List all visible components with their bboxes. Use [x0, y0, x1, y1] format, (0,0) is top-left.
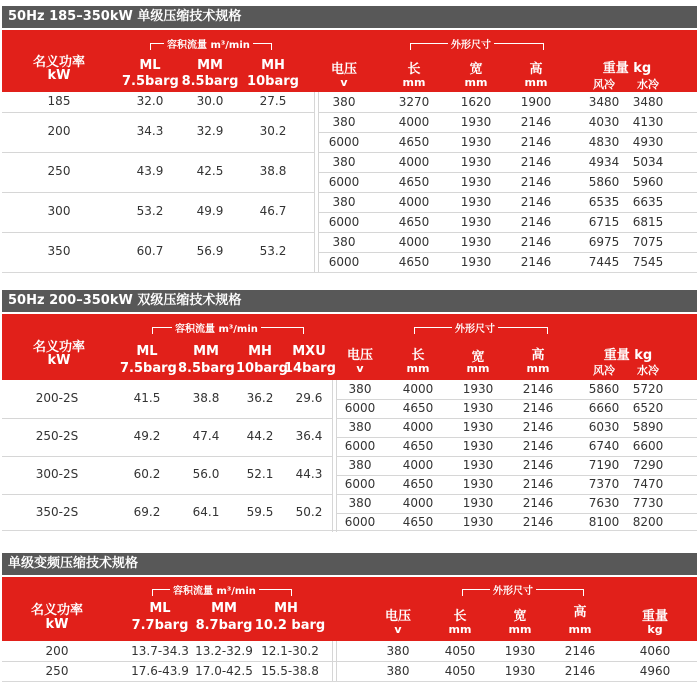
- cell-h: 2146: [520, 215, 552, 229]
- header-power: 名义功率: [30, 603, 83, 618]
- header-flow-group: 容积流量 m³/min: [172, 320, 261, 335]
- cell-water: 5890: [632, 420, 664, 434]
- cell-h: 2146: [520, 175, 552, 189]
- cell-ml: 13.7-34.3: [131, 644, 189, 658]
- column-divider: [332, 380, 333, 532]
- header-mxu-unit: 14barg: [284, 361, 336, 376]
- header-length: 长: [407, 62, 421, 77]
- cell-l: 4000: [398, 235, 430, 249]
- flow-mh-cell: 52.1: [246, 467, 274, 481]
- header-width: 宽: [469, 62, 483, 77]
- header-water-cooled: 水冷: [637, 364, 659, 377]
- header-dim-group: 外形尺寸: [452, 320, 498, 335]
- header-mh: MH: [274, 601, 298, 616]
- cell-kw: 200: [45, 644, 69, 658]
- cell-l: 4000: [402, 458, 434, 472]
- column-divider: [332, 641, 333, 681]
- header-height-unit: mm: [524, 76, 548, 89]
- cell-h: 2146: [520, 155, 552, 169]
- header-length-unit: mm: [406, 362, 430, 375]
- header-mm-unit: 8.7barg: [195, 618, 253, 633]
- power-cell: 300-2S: [35, 467, 79, 481]
- cell-air: 6030: [588, 420, 620, 434]
- header-power-unit: kW: [47, 353, 71, 368]
- cell-water: 6520: [632, 401, 664, 415]
- cell-water: 5720: [632, 382, 664, 396]
- group-divider: [2, 456, 332, 457]
- cell-h: 2146: [520, 235, 552, 249]
- flow-ml-cell: 60.7: [136, 244, 164, 258]
- header-power: 名义功率: [32, 340, 85, 355]
- cell-water: 7545: [632, 255, 664, 269]
- power-cell: 250: [47, 164, 71, 178]
- power-cell: 185: [47, 94, 71, 108]
- cell-l: 4000: [398, 195, 430, 209]
- header-dim-group: 外形尺寸: [490, 582, 536, 597]
- header-weight-unit: kg: [647, 623, 663, 636]
- cell-mh: 12.1-30.2: [261, 644, 319, 658]
- cell-air: 7190: [588, 458, 620, 472]
- row-divider: [336, 494, 697, 495]
- cell-air: 6535: [588, 195, 620, 209]
- column-divider: [336, 380, 337, 532]
- header-mh-unit: 10.2 barg: [254, 618, 326, 633]
- flow-ml-cell: 49.2: [133, 429, 161, 443]
- cell-v: 6000: [344, 439, 376, 453]
- cell-air: 7445: [588, 255, 620, 269]
- header-ml-unit: 7.5barg: [120, 361, 177, 376]
- column-divider: [336, 641, 337, 681]
- flow-ml-cell: 43.9: [136, 164, 164, 178]
- header-mh-unit: 10barg: [247, 74, 299, 89]
- header-power-unit: kW: [45, 617, 69, 632]
- header-width: 宽: [471, 350, 485, 365]
- flow-ml-cell: 53.2: [136, 204, 164, 218]
- flow-mm-cell: 32.9: [196, 124, 224, 138]
- header-height-unit: mm: [526, 362, 550, 375]
- cell-mm: 17.0-42.5: [195, 664, 253, 678]
- cell-v: 380: [348, 458, 372, 472]
- header-width-unit: mm: [464, 76, 488, 89]
- cell-air: 4934: [588, 155, 620, 169]
- column-divider: [318, 92, 319, 272]
- header-power: 名义功率: [32, 55, 85, 70]
- header-width-unit: mm: [508, 623, 532, 636]
- header-voltage: 电压: [346, 348, 373, 363]
- cell-w: 1930: [462, 439, 494, 453]
- row-divider: [318, 132, 697, 133]
- cell-v: 380: [348, 420, 372, 434]
- header-width-unit: mm: [466, 362, 490, 375]
- header-dim-group: 外形尺寸: [448, 36, 494, 51]
- cell-w: 1930: [460, 235, 492, 249]
- cell-h: 2146: [522, 496, 554, 510]
- cell-v: 6000: [328, 255, 360, 269]
- cell-l: 4650: [402, 515, 434, 529]
- cell-l: 4650: [398, 255, 430, 269]
- cell-weight: 4060: [639, 644, 671, 658]
- cell-w: 1930: [460, 115, 492, 129]
- column-divider: [314, 92, 315, 272]
- table-body: [2, 641, 697, 682]
- cell-h: 2146: [520, 255, 552, 269]
- flow-mm-cell: 56.0: [192, 467, 220, 481]
- header-mh: MH: [248, 344, 272, 359]
- header-mh-unit: 10barg: [236, 361, 288, 376]
- cell-l: 4000: [398, 115, 430, 129]
- header-ml: ML: [139, 58, 161, 73]
- cell-air: 5860: [588, 382, 620, 396]
- header-weight: 重量 kg: [602, 61, 652, 76]
- header-height: 高: [529, 62, 543, 77]
- cell-air: 7630: [588, 496, 620, 510]
- header-ml: ML: [149, 601, 171, 616]
- flow-ml-cell: 69.2: [133, 505, 161, 519]
- header-length-unit: mm: [402, 76, 426, 89]
- table-header: [2, 30, 697, 92]
- cell-weight: 4960: [639, 664, 671, 678]
- header-height-unit: mm: [568, 623, 592, 636]
- cell-w: 1930: [462, 496, 494, 510]
- header-mm-unit: 8.5barg: [178, 361, 235, 376]
- cell-v: 380: [332, 235, 356, 249]
- cell-water: 7470: [632, 477, 664, 491]
- cell-w: 1930: [462, 458, 494, 472]
- row-divider: [336, 418, 697, 419]
- cell-l: 4000: [398, 155, 430, 169]
- cell-h: 2146: [522, 477, 554, 491]
- cell-l: 4650: [398, 215, 430, 229]
- cell-air: 7370: [588, 477, 620, 491]
- header-weight: 重量 kg: [603, 348, 653, 363]
- flow-mxu-cell: 36.4: [295, 429, 323, 443]
- cell-w: 1930: [462, 477, 494, 491]
- cell-h: 1900: [520, 95, 552, 109]
- power-cell: 350-2S: [35, 505, 79, 519]
- cell-v: 380: [386, 664, 410, 678]
- group-divider: [2, 192, 314, 193]
- header-voltage-unit: v: [394, 623, 402, 636]
- cell-air: 3480: [588, 95, 620, 109]
- cell-h: 2146: [520, 135, 552, 149]
- flow-mxu-cell: 50.2: [295, 505, 323, 519]
- header-length: 长: [453, 609, 467, 624]
- cell-w: 1930: [460, 175, 492, 189]
- cell-v: 6000: [344, 401, 376, 415]
- cell-air: 6715: [588, 215, 620, 229]
- cell-v: 6000: [344, 477, 376, 491]
- header-mm: MM: [197, 58, 223, 73]
- cell-water: 7075: [632, 235, 664, 249]
- flow-mh-cell: 46.7: [259, 204, 287, 218]
- row-divider: [318, 152, 697, 153]
- group-divider: [2, 494, 332, 495]
- group-divider: [2, 152, 314, 153]
- header-width: 宽: [513, 609, 527, 624]
- header-mm: MM: [211, 601, 237, 616]
- header-flow-group: 容积流量 m³/min: [164, 36, 253, 51]
- cell-water: 5034: [632, 155, 664, 169]
- cell-air: 4830: [588, 135, 620, 149]
- cell-l: 4050: [444, 644, 476, 658]
- section-title: 50Hz 185–350kW 单级压缩技术规格: [2, 6, 697, 28]
- cell-h: 2146: [520, 195, 552, 209]
- row-divider: [336, 437, 697, 438]
- flow-mm-cell: 47.4: [192, 429, 220, 443]
- cell-h: 2146: [522, 458, 554, 472]
- cell-water: 6635: [632, 195, 664, 209]
- cell-h: 2146: [564, 664, 596, 678]
- cell-w: 1930: [460, 215, 492, 229]
- group-divider: [2, 112, 314, 113]
- cell-water: 6815: [632, 215, 664, 229]
- header-voltage-unit: v: [356, 362, 364, 375]
- cell-v: 380: [332, 155, 356, 169]
- header-voltage: 电压: [330, 62, 357, 77]
- cell-water: 5960: [632, 175, 664, 189]
- table-variable-speed: [2, 553, 697, 679]
- cell-w: 1930: [460, 255, 492, 269]
- flow-mh-cell: 36.2: [246, 391, 274, 405]
- cell-mh: 15.5-38.8: [261, 664, 319, 678]
- cell-w: 1930: [462, 420, 494, 434]
- cell-air: 6740: [588, 439, 620, 453]
- header-ml-unit: 7.5barg: [122, 74, 179, 89]
- table-single-stage: [2, 6, 697, 274]
- header-height: 高: [573, 605, 587, 620]
- header-mxu: MXU: [292, 344, 326, 359]
- cell-h: 2146: [522, 420, 554, 434]
- group-divider: [2, 232, 314, 233]
- flow-mxu-cell: 44.3: [295, 467, 323, 481]
- cell-l: 3270: [398, 95, 430, 109]
- table-body: [2, 380, 697, 531]
- cell-v: 6000: [328, 175, 360, 189]
- cell-water: 7730: [632, 496, 664, 510]
- cell-h: 2146: [522, 401, 554, 415]
- cell-v: 380: [386, 644, 410, 658]
- header-voltage-unit: v: [340, 76, 348, 89]
- cell-l: 4650: [402, 477, 434, 491]
- table-two-stage: [2, 290, 697, 530]
- cell-v: 380: [332, 195, 356, 209]
- header-mh: MH: [261, 58, 285, 73]
- cell-v: 380: [348, 382, 372, 396]
- cell-air: 5860: [588, 175, 620, 189]
- header-weight: 重量: [641, 609, 668, 624]
- header-voltage: 电压: [384, 609, 411, 624]
- cell-w: 1930: [460, 135, 492, 149]
- cell-l: 4000: [402, 382, 434, 396]
- power-cell: 350: [47, 244, 71, 258]
- cell-v: 6000: [328, 215, 360, 229]
- cell-water: 3480: [632, 95, 664, 109]
- flow-mh-cell: 38.8: [259, 164, 287, 178]
- header-air-cooled: 风冷: [593, 78, 615, 91]
- row-divider: [318, 112, 697, 113]
- cell-water: 7290: [632, 458, 664, 472]
- table-header: [2, 577, 697, 641]
- header-mm: MM: [193, 344, 219, 359]
- cell-w: 1930: [460, 195, 492, 209]
- header-height: 高: [531, 348, 545, 363]
- cell-h: 2146: [522, 382, 554, 396]
- cell-h: 2146: [522, 515, 554, 529]
- header-flow-group: 容积流量 m³/min: [170, 582, 259, 597]
- flow-mh-cell: 30.2: [259, 124, 287, 138]
- header-length-unit: mm: [448, 623, 472, 636]
- table-body: [2, 92, 697, 273]
- cell-l: 4050: [444, 664, 476, 678]
- flow-mm-cell: 38.8: [192, 391, 220, 405]
- cell-air: 8100: [588, 515, 620, 529]
- row-divider: [336, 399, 697, 400]
- row-divider: [318, 192, 697, 193]
- flow-mm-cell: 56.9: [196, 244, 224, 258]
- cell-mm: 13.2-32.9: [195, 644, 253, 658]
- cell-water: 6600: [632, 439, 664, 453]
- cell-w: 1930: [504, 644, 536, 658]
- cell-ml: 17.6-43.9: [131, 664, 189, 678]
- header-length: 长: [411, 348, 425, 363]
- cell-v: 380: [332, 115, 356, 129]
- cell-v: 380: [348, 496, 372, 510]
- cell-v: 6000: [328, 135, 360, 149]
- power-cell: 250-2S: [35, 429, 79, 443]
- power-cell: 200-2S: [35, 391, 79, 405]
- header-mm-unit: 8.5barg: [181, 74, 239, 89]
- row-divider: [318, 252, 697, 253]
- power-cell: 200: [47, 124, 71, 138]
- row-divider: [318, 212, 697, 213]
- cell-water: 4130: [632, 115, 664, 129]
- cell-h: 2146: [522, 439, 554, 453]
- cell-w: 1930: [462, 401, 494, 415]
- cell-l: 4000: [402, 496, 434, 510]
- flow-ml-cell: 41.5: [133, 391, 161, 405]
- header-water-cooled: 水冷: [637, 78, 659, 91]
- flow-mh-cell: 53.2: [259, 244, 287, 258]
- row-divider: [336, 475, 697, 476]
- flow-ml-cell: 34.3: [136, 124, 164, 138]
- cell-w: 1620: [460, 95, 492, 109]
- cell-v: 6000: [344, 515, 376, 529]
- cell-w: 1930: [462, 382, 494, 396]
- cell-h: 2146: [564, 644, 596, 658]
- cell-air: 4030: [588, 115, 620, 129]
- flow-mxu-cell: 29.6: [295, 391, 323, 405]
- header-power-unit: kW: [47, 68, 71, 83]
- header-ml-unit: 7.7barg: [131, 618, 189, 633]
- cell-v: 380: [332, 95, 356, 109]
- flow-mm-cell: 30.0: [196, 94, 224, 108]
- flow-ml-cell: 60.2: [133, 467, 161, 481]
- cell-h: 2146: [520, 115, 552, 129]
- cell-w: 1930: [462, 515, 494, 529]
- cell-l: 4000: [402, 420, 434, 434]
- cell-water: 4930: [632, 135, 664, 149]
- flow-mm-cell: 64.1: [192, 505, 220, 519]
- row-divider: [2, 661, 697, 662]
- row-divider: [318, 172, 697, 173]
- power-cell: 300: [47, 204, 71, 218]
- cell-kw: 250: [45, 664, 69, 678]
- cell-w: 1930: [504, 664, 536, 678]
- cell-l: 4650: [402, 401, 434, 415]
- cell-l: 4650: [398, 135, 430, 149]
- cell-water: 8200: [632, 515, 664, 529]
- flow-mm-cell: 49.9: [196, 204, 224, 218]
- section-title: 单级变频压缩技术规格: [2, 553, 697, 575]
- flow-mm-cell: 42.5: [196, 164, 224, 178]
- cell-l: 4650: [402, 439, 434, 453]
- row-divider: [336, 456, 697, 457]
- row-divider: [336, 513, 697, 514]
- flow-mh-cell: 59.5: [246, 505, 274, 519]
- header-ml: ML: [136, 344, 158, 359]
- row-divider: [318, 232, 697, 233]
- cell-air: 6660: [588, 401, 620, 415]
- table-header: [2, 314, 697, 380]
- cell-w: 1930: [460, 155, 492, 169]
- cell-l: 4650: [398, 175, 430, 189]
- flow-mh-cell: 44.2: [246, 429, 274, 443]
- section-title: 50Hz 200–350kW 双级压缩技术规格: [2, 290, 697, 312]
- flow-mh-cell: 27.5: [259, 94, 287, 108]
- group-divider: [2, 418, 332, 419]
- header-air-cooled: 风冷: [593, 364, 615, 377]
- flow-ml-cell: 32.0: [136, 94, 164, 108]
- cell-air: 6975: [588, 235, 620, 249]
